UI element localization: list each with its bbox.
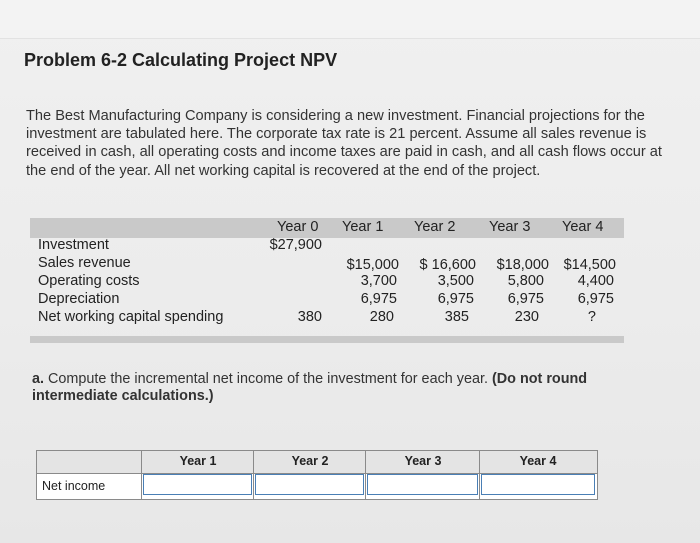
opcost-year-1: 3,700 — [360, 273, 397, 289]
dep-year-2: 6,975 — [437, 291, 474, 307]
row-label-sales-revenue: Sales revenue — [38, 255, 131, 271]
opcost-year-2: 3,500 — [437, 273, 474, 289]
col-year-3: Year 3 — [489, 219, 531, 235]
col-year-4: Year 4 — [562, 219, 604, 235]
row-label-investment: Investment — [38, 237, 109, 253]
answer-col-year-3: Year 3 — [404, 454, 442, 468]
nwc-year-0: 380 — [297, 309, 322, 325]
answer-divider — [141, 451, 142, 499]
projections-table — [30, 218, 624, 344]
answer-col-year-2: Year 2 — [291, 454, 329, 468]
answer-col-year-1: Year 1 — [179, 454, 217, 468]
row-label-depreciation: Depreciation — [38, 291, 120, 307]
sales-year-2: $ 16,600 — [419, 257, 476, 273]
sales-year-4: $14,500 — [563, 257, 616, 273]
col-year-1: Year 1 — [342, 219, 384, 235]
answer-divider — [365, 451, 366, 499]
row-label-nwc-spending: Net working capital spending — [38, 309, 224, 325]
answer-divider — [253, 451, 254, 499]
opcost-year-4: 4,400 — [577, 273, 614, 289]
net-income-year-1-input[interactable] — [143, 474, 252, 495]
projections-header-band — [30, 218, 624, 238]
col-year-2: Year 2 — [414, 219, 456, 235]
question-prefix: a. — [32, 371, 45, 387]
question-hint: (Do not round intermediate calculations.) — [32, 371, 588, 404]
row-label-operating-costs: Operating costs — [38, 273, 140, 289]
problem-intro: The Best Manufacturing Company is considering a new investment. Financial projections for the investment are tabulated here. The corporate tax rate is 21 percent. Assume all sales revenue is received in cash, all operating costs and income taxes are paid in cash, and all cash flows occur at the end of the year. All net working capital is recovered at the end of the project. — [26, 108, 662, 179]
sales-year-3: $18,000 — [496, 257, 549, 273]
top-bar — [0, 0, 700, 39]
question-text: Compute the incremental net income of the investment for each year. — [48, 371, 488, 387]
investment-year-0: $27,900 — [269, 237, 322, 253]
question-a — [32, 371, 672, 405]
projections-bottom-band — [30, 336, 624, 343]
col-year-0: Year 0 — [277, 219, 319, 235]
nwc-year-2: 385 — [444, 309, 469, 325]
dep-year-4: 6,975 — [577, 291, 614, 307]
net-income-year-4-input[interactable] — [481, 474, 595, 495]
problem-title: Problem 6-2 Calculating Project NPV — [24, 50, 338, 70]
answer-col-year-4: Year 4 — [519, 454, 557, 468]
answer-table — [36, 450, 598, 500]
nwc-year-4: ? — [587, 309, 596, 325]
net-income-year-3-input[interactable] — [367, 474, 478, 495]
nwc-year-1: 280 — [369, 309, 394, 325]
net-income-year-2-input[interactable] — [255, 474, 364, 495]
answer-divider — [479, 451, 480, 499]
dep-year-1: 6,975 — [360, 291, 397, 307]
sales-year-1: $15,000 — [346, 257, 399, 273]
opcost-year-3: 5,800 — [507, 273, 544, 289]
answer-row-label: Net income — [42, 479, 106, 493]
dep-year-3: 6,975 — [507, 291, 544, 307]
nwc-year-3: 230 — [514, 309, 539, 325]
